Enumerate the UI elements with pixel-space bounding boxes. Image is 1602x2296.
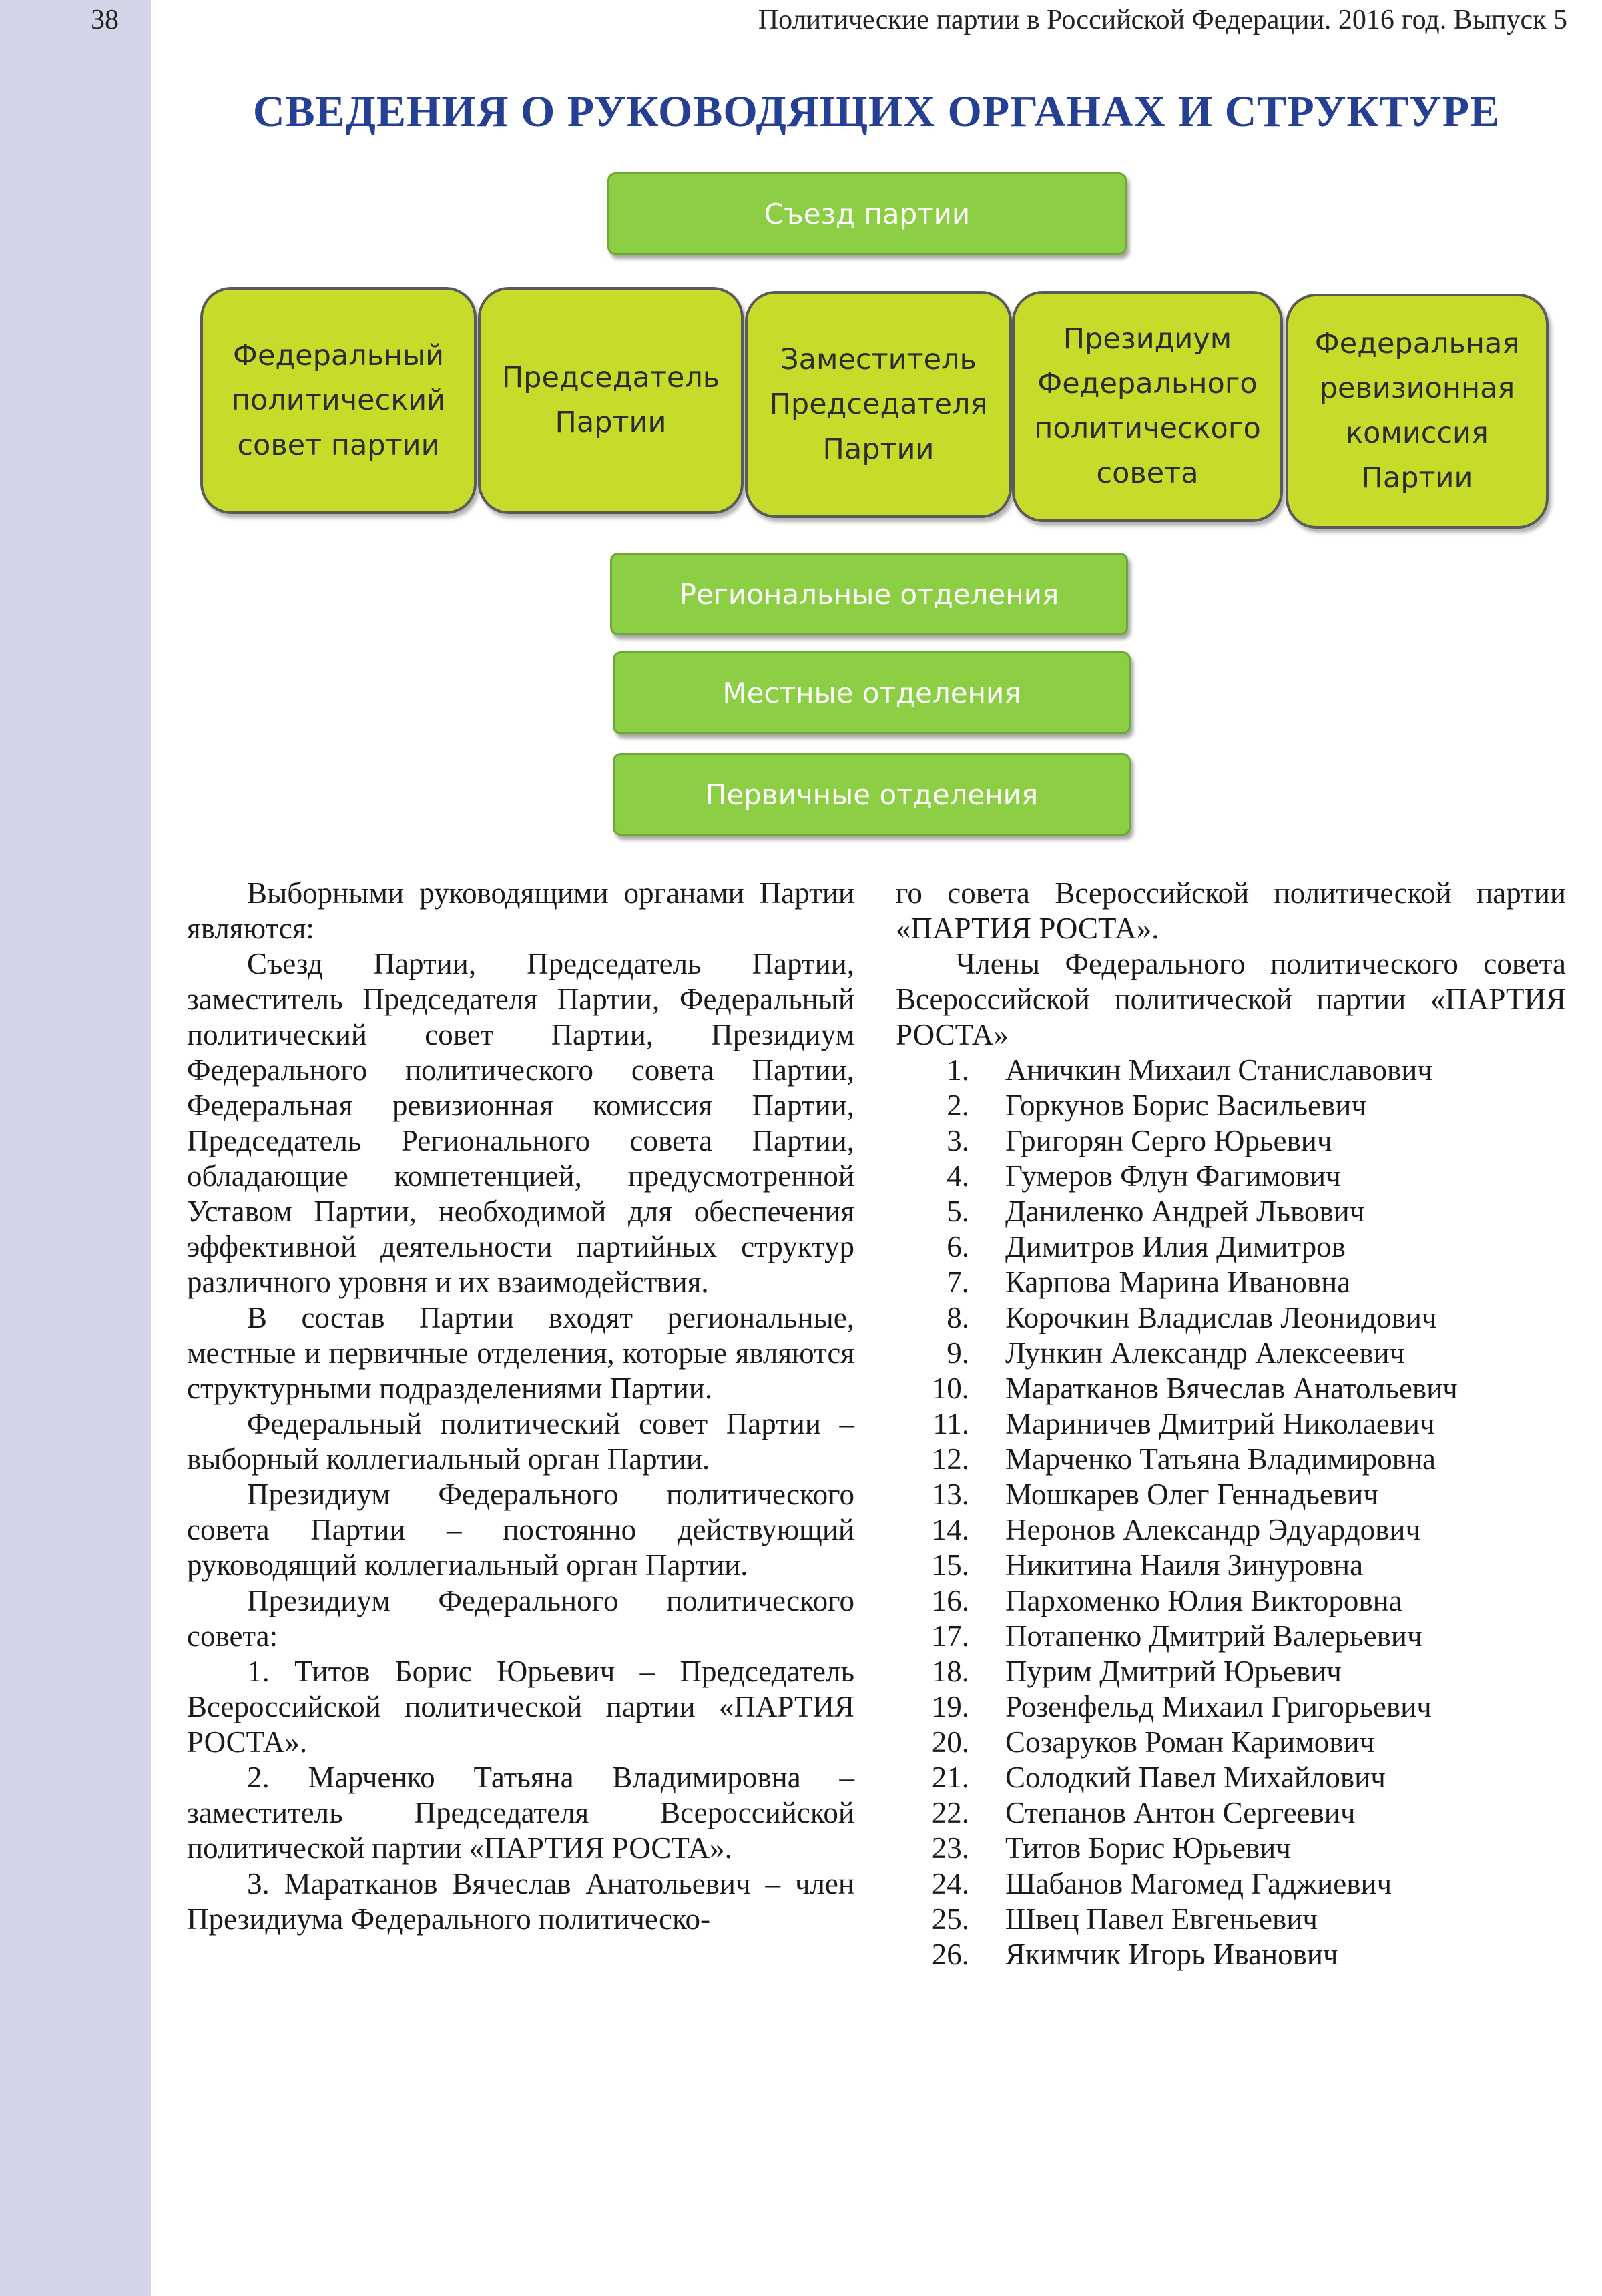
list-item: 1. Аничкин Михаил Станиславович [947, 1053, 1432, 1087]
list-item: 15. Никитина Наиля Зинуровна [931, 1548, 1364, 1582]
list-item: 26. Якимчик Игорь Иванович [931, 1938, 1338, 1971]
diagram-node-federal-council: Федеральный политический совет партии [200, 287, 477, 514]
diagram-node-primary-branches: Первичные отделения [613, 753, 1131, 836]
list-item: 20. Созаруков Роман Каримович [931, 1725, 1375, 1759]
list-item: 13. Мошкарев Олег Геннадьевич [931, 1478, 1378, 1511]
page-number: 38 [91, 5, 119, 35]
running-header: Политические партии в Российской Федерации. 2016 год. Выпуск 5 [758, 5, 1567, 35]
list-item: 22. Степанов Антон Сергеевич [931, 1796, 1356, 1829]
left-text-column [187, 876, 854, 1937]
diagram-node-chairman: Председатель Партии [478, 287, 744, 514]
list-item: 21. Солодкий Павел Михайлович [931, 1761, 1386, 1794]
right-text-column [896, 876, 1566, 1972]
list-item: 25. Швец Павел Евгеньевич [931, 1902, 1318, 1936]
paragraph: 1. Титов Борис Юрьевич – Председатель Всероссийской политической партии «ПАРТИЯ РОСТА». [187, 1655, 854, 1759]
list-item: 14. Неронов Александр Эдуардович [931, 1513, 1421, 1546]
list-item: 23. Титов Борис Юрьевич [931, 1831, 1291, 1865]
paragraph: 3. Маратканов Вячеслав Анатольевич – член Президиума Федерального политическо- [187, 1867, 854, 1936]
diagram-node-congress: Съезд партии [607, 172, 1127, 255]
list-item: 3. Григорян Серго Юрьевич [947, 1124, 1332, 1157]
list-item: 11. Мариничев Дмитрий Николаевич [932, 1407, 1435, 1440]
list-item: 24. Шабанов Магомед Гаджиевич [931, 1867, 1392, 1900]
diagram-node-local-branches: Местные отделения [613, 651, 1131, 734]
diagram-node-deputy-chairman: Заместитель Председателя Партии [745, 291, 1012, 518]
list-item: 18. Пурим Дмитрий Юрьевич [931, 1655, 1342, 1688]
diagram-node-presidium: Президиум Федерального политического совета [1012, 291, 1283, 522]
paragraph: 2. Марченко Татьяна Владимировна – заместитель Председателя Всероссийской политической партии «ПАРТИЯ РОСТА». [187, 1761, 854, 1865]
list-item: 6. Димитров Илия Димитров [947, 1230, 1346, 1263]
members-heading: Члены Федерального политического совета Всероссийской политической партии «ПАРТИЯ РОСТА» [896, 947, 1566, 1051]
section-title: СВЕДЕНИЯ О РУКОВОДЯЩИХ ОРГАНАХ И СТРУКТУРЕ [252, 87, 1501, 136]
list-item: 4. Гумеров Флун Фагимович [947, 1159, 1341, 1193]
paragraph: Федеральный политический совет Партии – выборный коллегиальный орган Партии. [187, 1407, 854, 1476]
list-item: 12. Марченко Татьяна Владимировна [931, 1442, 1436, 1476]
list-item: 9. Лункин Александр Алексеевич [947, 1336, 1405, 1370]
members-list [896, 1053, 1566, 1972]
diagram-node-audit-commission: Федеральная ревизионная комиссия Партии [1286, 294, 1549, 529]
paragraph: Президиум Федерального политического совета Партии – постоянно действующий руководящий коллегиальный орган Партии. [187, 1478, 854, 1582]
paragraph: Выборными руководящими органами Партии являются: [187, 876, 854, 945]
list-item: 5. Даниленко Андрей Львович [947, 1195, 1365, 1228]
paragraph: В состав Партии входят региональные, местные и первичные отделения, которые являются структурными подразделениями Партии. [187, 1301, 854, 1405]
paragraph: Президиум Федерального политического совета: [187, 1584, 854, 1653]
paragraph: Съезд Партии, Председатель Партии, заместитель Председателя Партии, Федеральный политический совет Партии, Президиум Федерального политического совета Партии, Федеральная ревизионная комиссия Партии, Председатель Регионального совета Партии, обладающие компетенцией, предусмотренной Уставом Партии, необходимой для обеспечения эффективной деятельности партийных структур различного уровня и их взаимодействия. [187, 947, 854, 1299]
paragraph-continuation: го совета Всероссийской политической партии «ПАРТИЯ РОСТА». [896, 876, 1566, 945]
page-margin-band [0, 0, 151, 2296]
list-item: 19. Розенфельд Михаил Григорьевич [931, 1690, 1432, 1723]
list-item: 17. Потапенко Дмитрий Валерьевич [931, 1619, 1422, 1653]
list-item: 8. Корочкин Владислав Леонидович [947, 1301, 1437, 1334]
diagram-node-regional-branches: Региональные отделения [610, 553, 1128, 635]
list-item: 7. Карпова Марина Ивановна [947, 1265, 1351, 1299]
list-item: 16. Пархоменко Юлия Викторовна [931, 1584, 1402, 1617]
list-item: 10. Маратканов Вячеслав Анатольевич [931, 1372, 1458, 1405]
list-item: 2. Горкунов Борис Васильевич [947, 1089, 1366, 1122]
